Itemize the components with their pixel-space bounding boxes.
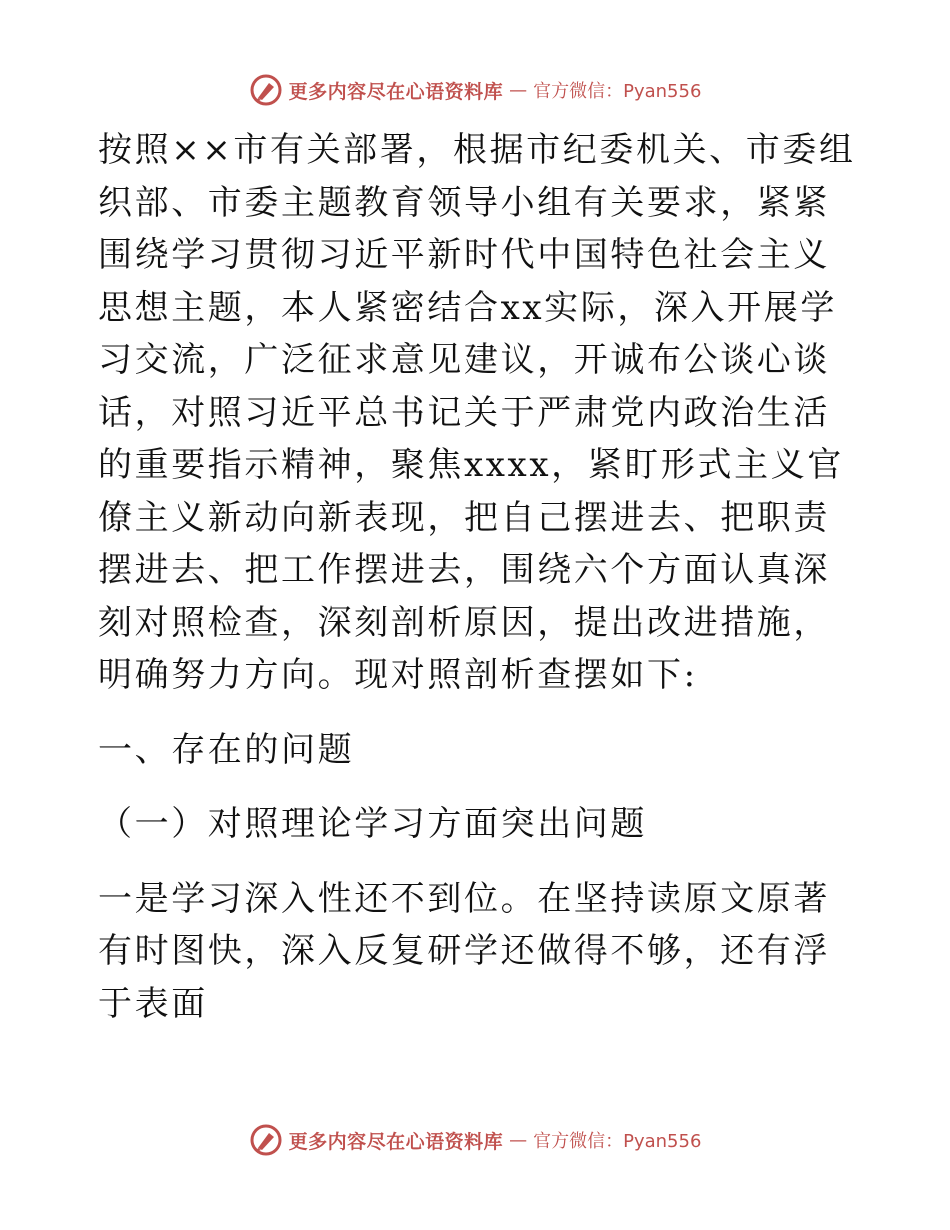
watermark-main-text: 更多内容尽在心语资料库 (288, 80, 504, 103)
intro-paragraph: 按照××市有关部署，根据市纪委机关、市委组织部、市委主题教育领导小组有关要求，紧紧围绕学习贯彻习近平新时代中国特色社会主义思想主题，本人紧密结合xx实际，深入开展学习交流，广泛征求意见建议，开诚布公谈心谈话，对照习近平总书记关于严肃党内政治生活的重要指示精神，聚焦xxxx，紧盯形式主义官僚主义新动向新表现，把自己摆进去、把职责摆进去、把工作摆进去，围绕六个方面认真深刻对照检查，深刻剖析原因，提出改进措施，明确努力方向。现对照剖析查摆如下: (98, 130, 856, 695)
footer-watermark (0, 1122, 950, 1158)
section-heading: 一、存在的问题 (98, 729, 355, 770)
header-watermark (0, 72, 950, 108)
watermark-main-text: 更多内容尽在心语资料库 (288, 1130, 504, 1153)
watermark-separator: — (509, 79, 528, 101)
watermark-separator: — (509, 1129, 528, 1151)
pen-nib-logo-icon (249, 1123, 283, 1157)
point-one-paragraph: 一是学习深入性还不到位。在坚持读原文原著有时图快，深入反复研学还做得不够，还有浮于表面 (98, 878, 830, 1024)
watermark-contact-text: 官方微信：Pyan556 (533, 1131, 702, 1152)
subsection-heading: （一）对照理论学习方面突出问题 (98, 804, 647, 844)
document-body (98, 124, 858, 1030)
pen-nib-logo-icon (249, 73, 283, 107)
watermark-contact-text: 官方微信：Pyan556 (533, 81, 702, 102)
